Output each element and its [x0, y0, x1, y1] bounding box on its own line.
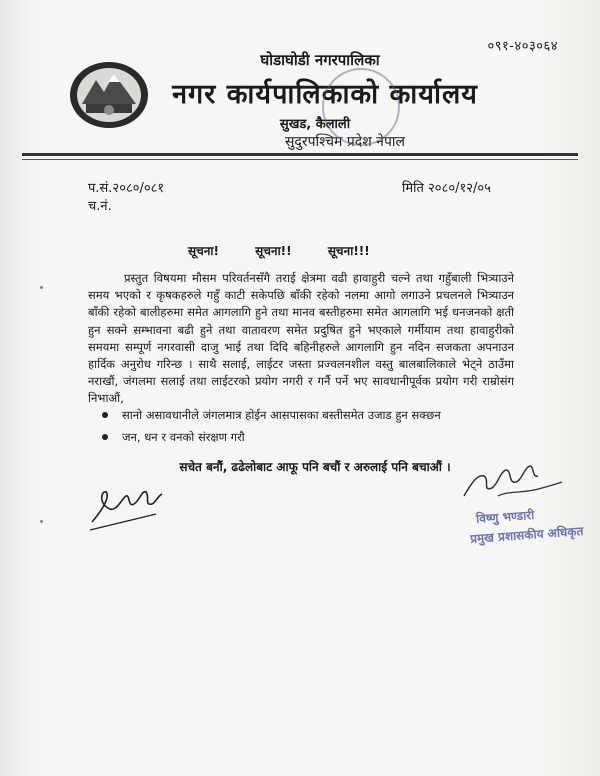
scan-speck: [40, 520, 43, 523]
header-divider-thick: [22, 153, 578, 156]
advice-list: [100, 404, 520, 448]
notice-word: सूचना!!: [255, 244, 292, 258]
signatory-stamp-title: प्रमुख प्रशासकीय अधिकृत: [469, 524, 584, 546]
letter-date: मिति २०८०/१२/०५: [402, 181, 491, 196]
phone-number: ०९१-४०३०६४: [487, 39, 558, 54]
notice-word: सूचना!: [188, 244, 219, 258]
signature-right: [458, 460, 568, 504]
scan-speck: [40, 286, 43, 289]
notice-heading: [188, 242, 402, 259]
official-seal-top: [322, 68, 400, 146]
dispatch-number: च.नं.: [88, 199, 112, 214]
municipality-name: घोडाघोडी नगरपालिका: [260, 51, 380, 69]
header-divider-thin: [22, 159, 578, 160]
office-title: नगर कार्यपालिकाको कार्यालय: [172, 79, 478, 110]
reference-number: प.सं.२०८०/०८१: [88, 181, 165, 196]
list-item: सानो असावधानीले जंगलमात्र होईन आसपासका बस्तीसमेत उजाड हुन सक्छन: [100, 404, 520, 426]
district-line: सुखड, कैलाली: [279, 117, 351, 132]
notice-word: सूचना!!!: [327, 244, 370, 258]
signatory-stamp-name: विष्णु भण्डारी: [475, 507, 535, 527]
notice-body: प्रस्तुत विषयमा मौसम परिवर्तनसँगै तराई क्षेत्रमा वढी हावाहुरी चल्ने तथा गहुँबाली भित्र्याउने समय भएको र कृषकहरुले गहुँ काटी सकेपछि बाँकी रहेको नलमा आगो लगाउने प्रचलनले भित्र्याउन बाँकी रहेको बालीहरुमा समेत आगलागि हुने तथा मानव बस्तीहरुमा समेत आगलागि भई धनजनको क्षती हुन सक्ने सम्भावना बढी हुने तथा वातावरण समेत प्रदुषित हुने भएकाले गर्मीयाम तथा हावाहुरीको समयमा सम्पूर्ण नगरवासी दाजु भाई तथा दिदि बहिनीहरुले आगलागि हुन नदिन सजकता अपनाउन हार्दिक अनुरोध गरिन्छ । साथै सलाई, लाईटर जस्ता प्रज्वलनशील वस्तु बालबालिकाले भेट्ने ठाउँमा नराखौं, जंगलमा सलाई तथा लाईटरको प्रयोग नगरी र गर्नै पर्ने भए सावधानीपूर्वक प्रयोग गरी राम्रोसंग निभाऔं,: [88, 271, 514, 406]
slogan: सचेत बनौं, ढढेलोबाट आफू पनि बचौं र अरुलाई पनि बचाऔं ।: [179, 460, 451, 474]
list-item: जन, धन र वनको संरक्षण गरौ: [100, 426, 520, 448]
signature-left: [86, 478, 166, 534]
province-line: सुदुरपश्चिम प्रदेश नेपाल: [284, 134, 406, 150]
